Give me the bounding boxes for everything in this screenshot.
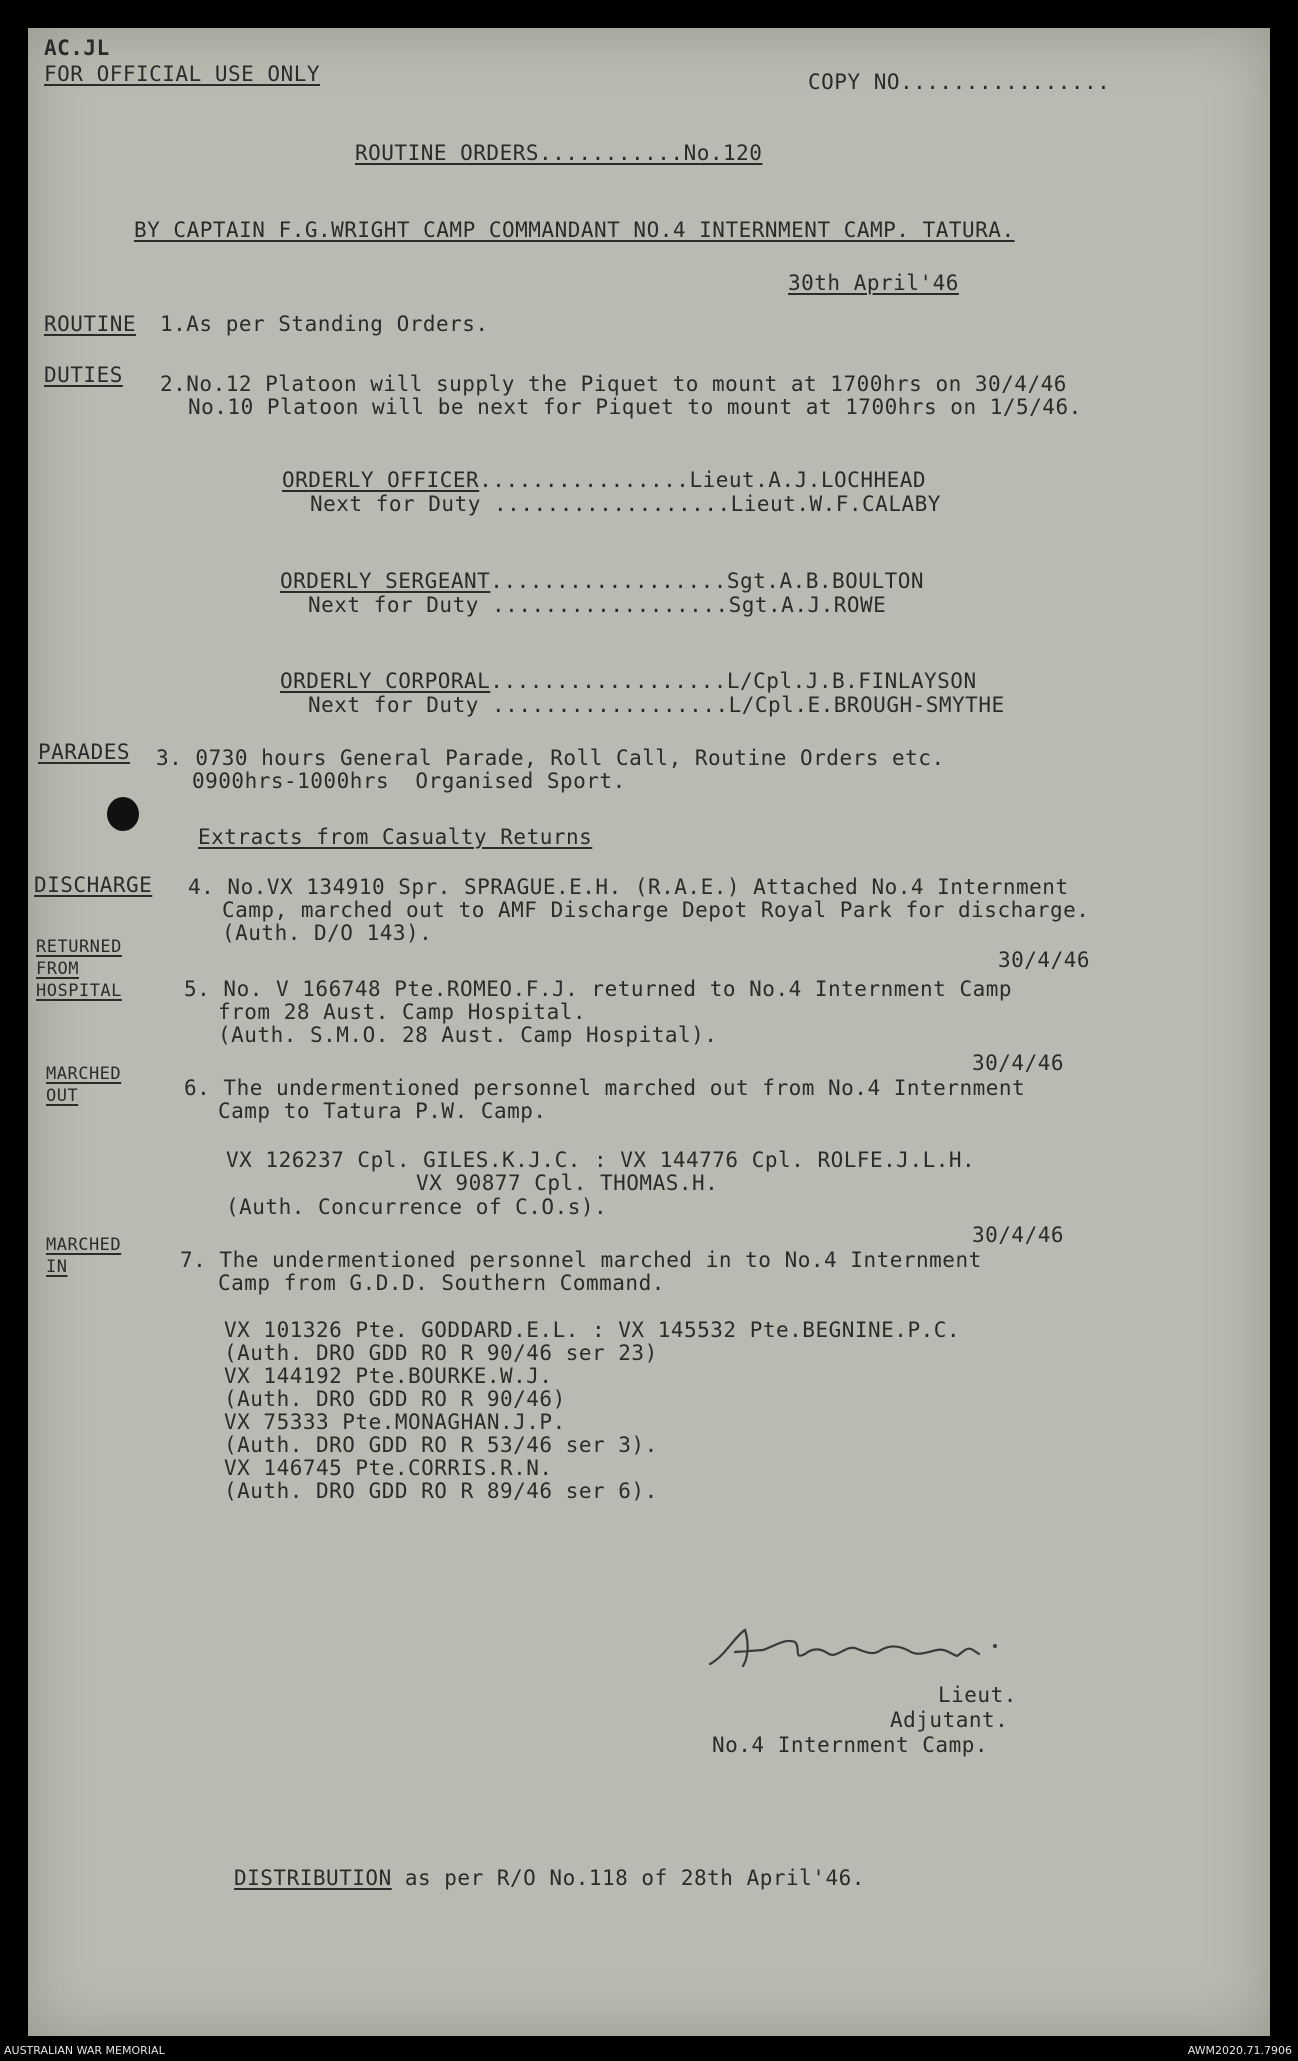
reference-code: AC.JL [44, 36, 110, 60]
discharge-line-1: 4. No.VX 134910 Spr. SPRAGUE.E.H. (R.A.E.) Attached No.4 Internment [188, 875, 1069, 899]
sergeant-next-row [308, 593, 886, 617]
orderly-officer-name: Lieut.A.J.LOCHHEAD [689, 468, 927, 492]
returned-date: 30/4/46 [998, 948, 1091, 972]
parades-line-2: 0900hrs-1000hrs Organised Sport. [192, 769, 626, 793]
marched-out-date: 30/4/46 [972, 1051, 1065, 1075]
orderly-sergeant-row [280, 569, 924, 593]
leader-dots: .................. [492, 693, 729, 717]
marched-in-label-2: IN [46, 1257, 68, 1277]
leader-dots: .................. [490, 669, 727, 693]
marched-out-line-1: 6. The undermentioned personnel marched out from No.4 Internment [184, 1076, 1026, 1100]
discharge-line-2: Camp, marched out to AMF Discharge Depot Royal Park for discharge. [222, 898, 1090, 922]
routine-label: ROUTINE [44, 312, 137, 336]
marched-in-label-1: MARCHED [46, 1235, 122, 1255]
corporal-next-name: L/Cpl.E.BROUGH-SMYTHE [728, 693, 1005, 717]
document-page [28, 28, 1270, 2036]
classification: FOR OFFICIAL USE ONLY [44, 62, 321, 86]
duties-line-1: 2.No.12 Platoon will supply the Piquet to mount at 1700hrs on 30/4/46 [160, 372, 1067, 396]
distribution-text: as per R/O No.118 of 28th April'46. [391, 1866, 865, 1890]
returned-label-1: RETURNED [36, 937, 122, 957]
marched-in-line-8: (Auth. DRO GDD RO R 53/46 ser 3). [224, 1433, 658, 1457]
leader-dots: .................. [494, 492, 731, 516]
routine-text: 1.As per Standing Orders. [160, 312, 489, 336]
page-title: ROUTINE ORDERS...........No.120 [355, 141, 763, 165]
marched-out-line-2: Camp to Tatura P.W. Camp. [218, 1099, 547, 1123]
footer-source: AUSTRALIAN WAR MEMORIAL [4, 2044, 165, 2057]
orderly-corporal-row [280, 669, 977, 693]
marched-in-line-9: VX 146745 Pte.CORRIS.R.N. [224, 1456, 553, 1480]
returned-label-3: HOSPITAL [36, 981, 122, 1001]
orderly-sergeant-name: Sgt.A.B.BOULTON [726, 569, 925, 593]
sergeant-next-name: Sgt.A.J.ROWE [728, 593, 887, 617]
copy-number: COPY NO................ [808, 70, 1111, 94]
signatory-rank: Lieut. [938, 1683, 1017, 1707]
leader-dots: .................. [492, 593, 729, 617]
marched-in-line-3: VX 101326 Pte. GODDARD.E.L. : VX 145532 Pte.BEGNINE.P.C. [224, 1318, 961, 1342]
orderly-officer-row [282, 468, 926, 492]
returned-label-2: FROM [36, 959, 79, 979]
marched-out-label-1: MARCHED [46, 1064, 122, 1084]
marched-out-line-3: VX 126237 Cpl. GILES.K.J.C. : VX 144776 Cpl. ROLFE.J.L.H. [226, 1148, 976, 1172]
leader-dots: ................ [479, 468, 690, 492]
marched-in-line-4: (Auth. DRO GDD RO R 90/46 ser 23) [224, 1341, 658, 1365]
duties-label: DUTIES [44, 363, 123, 387]
officer-next-name: Lieut.W.F.CALABY [730, 492, 941, 516]
marched-out-label-2: OUT [46, 1086, 79, 1106]
marched-in-line-2: Camp from G.D.D. Southern Command. [218, 1271, 665, 1295]
next-for-duty-label: Next for Duty [308, 693, 479, 717]
officer-next-row [310, 492, 941, 516]
extracts-heading: Extracts from Casualty Returns [198, 825, 593, 849]
signatory-role: Adjutant. [890, 1708, 1009, 1732]
returned-line-1: 5. No. V 166748 Pte.ROMEO.F.J. returned to No.4 Internment Camp [184, 977, 1013, 1001]
marched-in-line-5: VX 144192 Pte.BOURKE.W.J. [224, 1364, 553, 1388]
marched-in-line-1: 7. The undermentioned personnel marched in to No.4 Internment [180, 1248, 982, 1272]
returned-line-3: (Auth. S.M.O. 28 Aust. Camp Hospital). [218, 1023, 718, 1047]
marched-in-line-6: (Auth. DRO GDD RO R 90/46) [224, 1387, 566, 1411]
signatory-unit: No.4 Internment Camp. [712, 1733, 989, 1757]
leader-dots: .................. [490, 569, 727, 593]
handwritten-signature [705, 1616, 1035, 1686]
order-date: 30th April'46 [788, 271, 959, 295]
corporal-next-row [308, 693, 1005, 717]
orderly-sergeant-label: ORDERLY SERGEANT [280, 569, 491, 593]
discharge-label: DISCHARGE [34, 873, 153, 897]
marched-in-date: 30/4/46 [972, 1223, 1065, 1247]
orderly-corporal-label: ORDERLY CORPORAL [280, 669, 491, 693]
duties-line-2: No.10 Platoon will be next for Piquet to mount at 1700hrs on 1/5/46. [188, 395, 1082, 419]
marched-out-line-4: VX 90877 Cpl. THOMAS.H. [416, 1171, 719, 1195]
ink-blot [107, 797, 139, 831]
orderly-officer-label: ORDERLY OFFICER [282, 468, 480, 492]
marched-out-line-5: (Auth. Concurrence of C.O.s). [226, 1195, 608, 1219]
discharge-line-3: (Auth. D/O 143). [222, 921, 433, 945]
distribution-row [234, 1866, 865, 1890]
marched-in-line-10: (Auth. DRO GDD RO R 89/46 ser 6). [224, 1479, 658, 1503]
returned-line-2: from 28 Aust. Camp Hospital. [218, 1000, 587, 1024]
orderly-corporal-name: L/Cpl.J.B.FINLAYSON [726, 669, 977, 693]
marched-in-line-7: VX 75333 Pte.MONAGHAN.J.P. [224, 1410, 566, 1434]
parades-label: PARADES [38, 740, 131, 764]
next-for-duty-label: Next for Duty [310, 492, 481, 516]
parades-line-1: 3. 0730 hours General Parade, Roll Call, Routine Orders etc. [156, 746, 945, 770]
next-for-duty-label: Next for Duty [308, 593, 479, 617]
distribution-label: DISTRIBUTION [234, 1866, 392, 1890]
subtitle: BY CAPTAIN F.G.WRIGHT CAMP COMMANDANT NO.4 INTERNMENT CAMP. TATURA. [134, 218, 1015, 242]
footer-accession-number: AWM2020.71.7906 [1187, 2044, 1292, 2057]
